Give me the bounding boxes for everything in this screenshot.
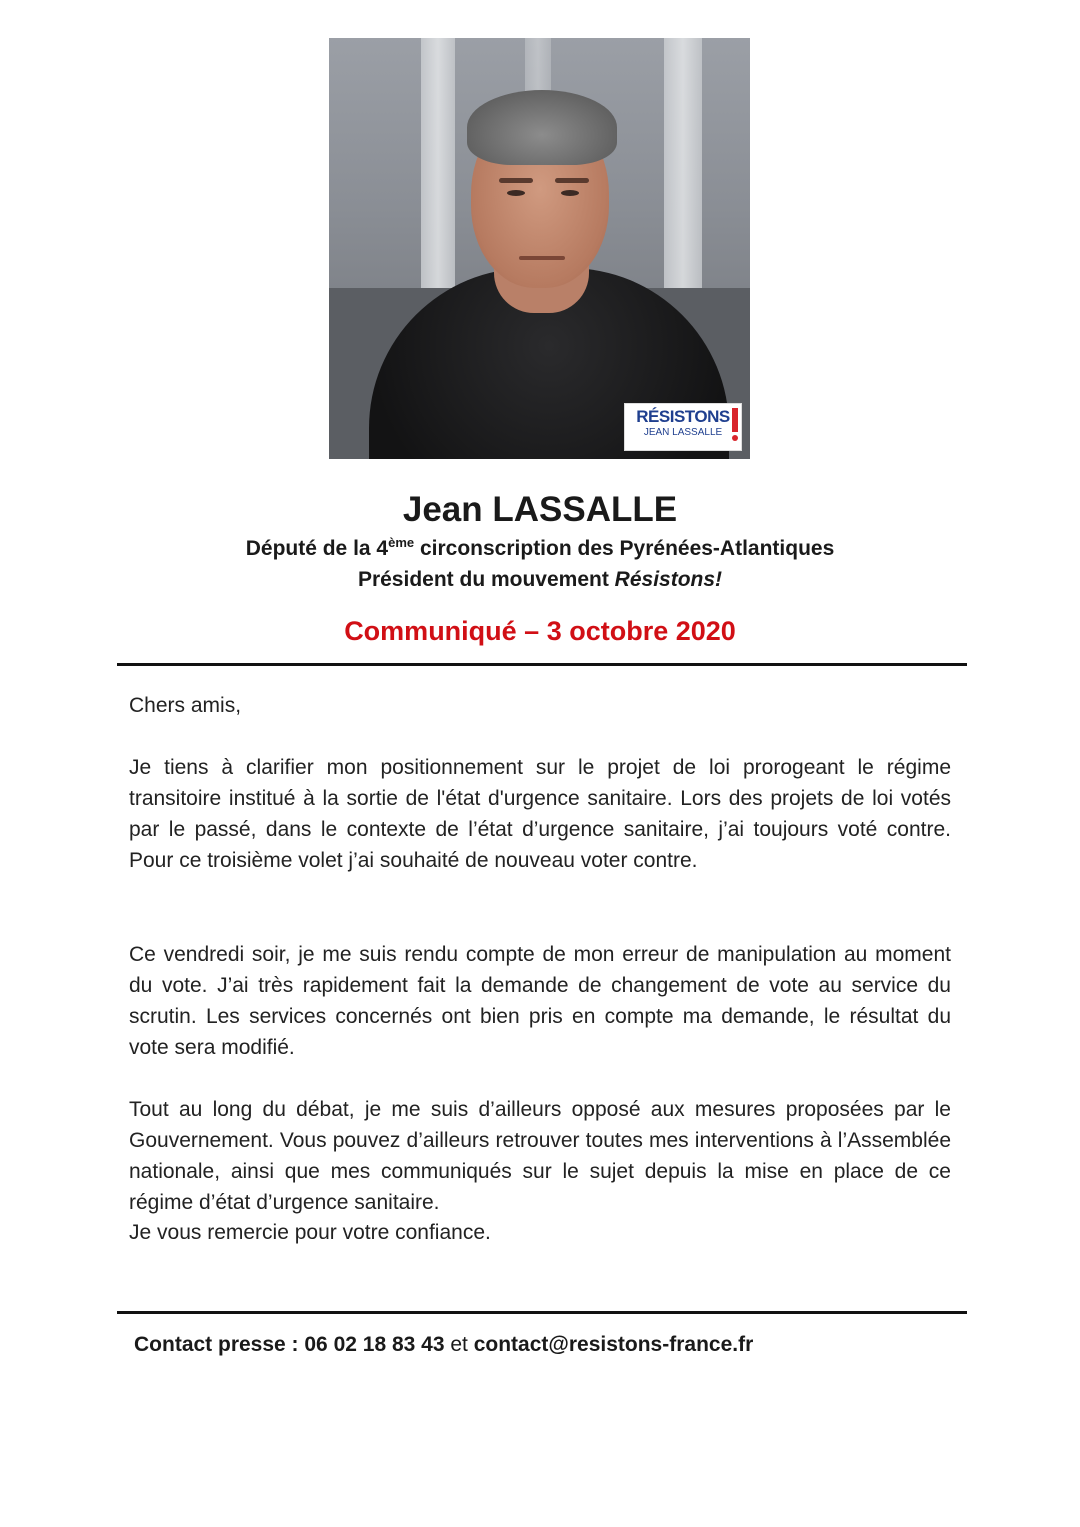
logo-title: RÉSISTONS xyxy=(636,407,730,426)
portrait-brow xyxy=(499,178,533,183)
portrait-brow xyxy=(555,178,589,183)
contact-phone: Contact presse : 06 02 18 83 43 xyxy=(134,1333,445,1356)
resistons-logo xyxy=(624,403,742,451)
press-contact xyxy=(134,1333,753,1357)
contact-connector: et xyxy=(444,1333,474,1356)
title-superscript: ème xyxy=(388,535,415,550)
logo-subtitle: JEAN LASSALLE xyxy=(643,427,723,438)
greeting: Chers amis, xyxy=(129,694,242,717)
paragraph: Je tiens à clarifier mon positionnement sur le projet de loi prorogeant le régime transitoire institué à la sortie de l'état d'urgence sanitaire. Lors des projets de loi votés par le passé, dans le contexte de l’état d’urgence sanitaire, j’ai toujours voté contre. Pour ce troisième volet j’ai souhaité de nouveau voter contre. xyxy=(129,756,951,872)
movement-name: Résistons! xyxy=(614,568,723,591)
title-prefix: Député de la 4 xyxy=(245,537,389,560)
title-suffix: circonscription des Pyrénées-Atlantiques xyxy=(414,537,835,560)
closing-line: Je vous remercie pour votre confiance. xyxy=(129,1221,491,1244)
communique-heading: Communiqué – 3 octobre 2020 xyxy=(344,616,736,646)
portrait-hair xyxy=(467,90,617,165)
divider xyxy=(117,1311,967,1314)
contact-email[interactable]: contact@resistons-france.fr xyxy=(473,1333,754,1356)
role-prefix: Président du mouvement xyxy=(357,568,615,591)
portrait-photo xyxy=(329,38,750,459)
portrait-eye xyxy=(561,190,579,196)
divider xyxy=(117,663,967,666)
exclamation-icon xyxy=(732,408,738,442)
paragraph: Tout au long du débat, je me suis d’ailleurs opposé aux mesures proposées par le Gouvernement. Vous pouvez d’ailleurs retrouver toutes mes interventions à l’Assemblée nationale, ainsi que mes communiqués sur le sujet depuis la mise en place de ce régime d’état d’urgence sanitaire. xyxy=(129,1098,951,1214)
paragraph: Ce vendredi soir, je me suis rendu compte de mon erreur de manipulation au moment du vote. J’ai très rapidement fait la demande de changement de vote au service du scrutin. Les services concernés ont bien pris en compte ma demande, le résultat du vote sera modifié. xyxy=(129,943,951,1059)
portrait-mouth xyxy=(519,256,565,260)
author-role xyxy=(0,568,1080,592)
portrait-eye xyxy=(507,190,525,196)
author-name: Jean LASSALLE xyxy=(402,490,678,529)
author-title xyxy=(0,537,1080,561)
